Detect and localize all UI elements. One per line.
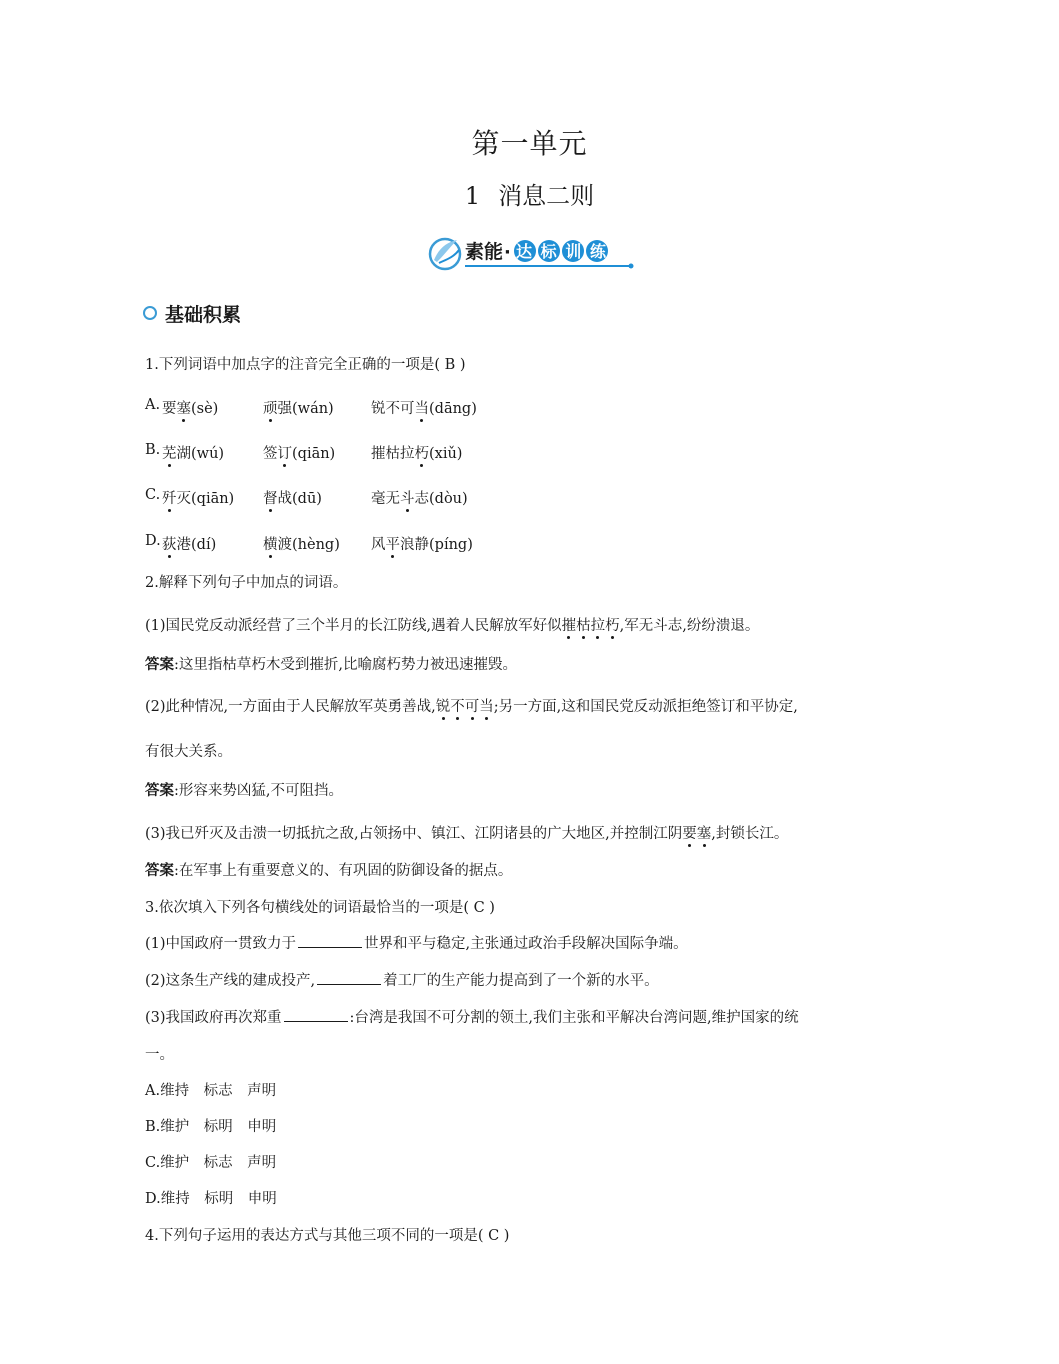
q3-sentence-3: (3)我国政府再次郑重 :台湾是我国不可分割的领土,我们主张和平解决台湾问题,维护国家的统 bbox=[145, 1006, 799, 1027]
q2-answer-1: 答案:这里指枯草朽木受到摧折,比喻腐朽势力被迅速摧毁。 bbox=[145, 657, 517, 673]
q2-sentence-3: (3)我已歼灭及击溃一切抵抗之敌,占领扬中、镇江、江阴诸县的广大地区,并控制江阴要塞,封锁长江。 bbox=[145, 822, 788, 843]
fill-blank bbox=[284, 1007, 348, 1022]
unit-title: 第一单元 bbox=[471, 127, 588, 160]
q1-stem: 1.下列词语中加点字的注音完全正确的一项是( B ) bbox=[145, 357, 466, 373]
banner-sub-text: 达标训练 bbox=[516, 242, 606, 261]
fill-blank bbox=[317, 970, 381, 985]
banner-graphic bbox=[425, 230, 637, 272]
lesson-title bbox=[0, 176, 1059, 211]
lesson-name: 消息二则 bbox=[498, 182, 595, 210]
q3-option-b: B.维护 标明 申明 bbox=[145, 1119, 277, 1135]
q3-sentence-1: (1)中国政府一贯致力于 世界和平与稳定,主张通过政治手段解决国际争端。 bbox=[145, 932, 688, 953]
banner-main-text: 素能 bbox=[465, 241, 504, 263]
svg-text:·: · bbox=[504, 242, 511, 263]
q2-sentence-1: (1)国民党反动派经营了三个半月的长江防线,遇着人民解放军好似摧枯拉朽,军无斗志,纷纷溃退。 bbox=[145, 614, 759, 635]
section-heading: 基础积累 bbox=[143, 300, 241, 327]
fill-blank bbox=[298, 933, 362, 948]
q4-stem: 4.下列句子运用的表达方式与其他三项不同的一项是( C ) bbox=[145, 1228, 510, 1244]
q2-sentence-2-cont: 有很大关系。 bbox=[145, 744, 232, 760]
q2-sentence-2: (2)此种情况,一方面由于人民解放军英勇善战,锐不可当;另一方面,这和国民党反动派拒绝签订和平协定, bbox=[145, 695, 798, 716]
q3-option-d: D.维持 标明 申明 bbox=[145, 1191, 277, 1207]
q3-option-a: A.维持 标志 声明 bbox=[145, 1083, 277, 1099]
q3-option-c: C.维护 标志 声明 bbox=[145, 1155, 277, 1171]
q3-stem: 3.依次填入下列各句横线处的词语最恰当的一项是( C ) bbox=[145, 900, 495, 916]
q3-sentence-2: (2)这条生产线的建成投产, 着工厂的生产能力提高到了一个新的水平。 bbox=[145, 969, 659, 990]
q2-stem: 2.解释下列句子中加点的词语。 bbox=[145, 575, 348, 591]
section-banner bbox=[425, 230, 637, 272]
circle-bullet-icon bbox=[143, 306, 157, 320]
q2-answer-3: 答案:在军事上有重要意义的、有巩固的防御设备的据点。 bbox=[145, 863, 513, 879]
q2-answer-2: 答案:形容来势凶猛,不可阻挡。 bbox=[145, 783, 343, 799]
lesson-number: 1 bbox=[464, 182, 481, 210]
q3-sentence-3-cont: 一。 bbox=[145, 1047, 174, 1063]
